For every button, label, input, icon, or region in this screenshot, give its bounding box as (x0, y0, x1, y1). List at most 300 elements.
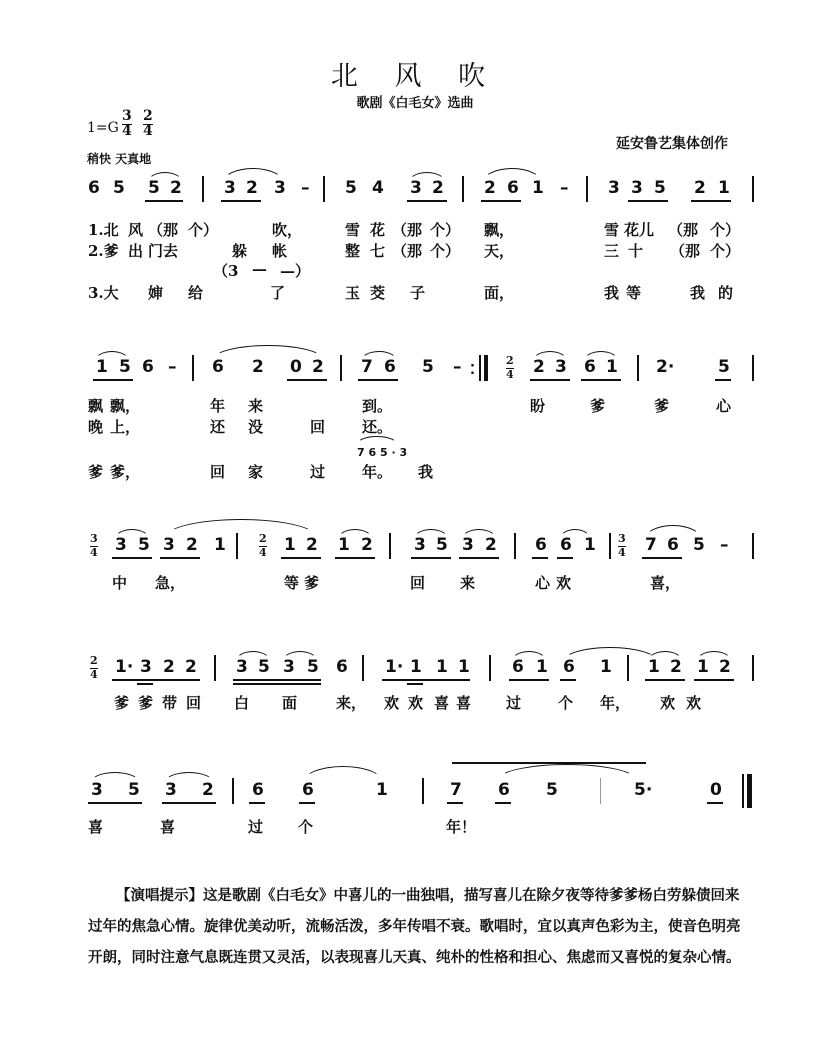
grace-notes: 7 6 5 · 3 (357, 446, 408, 459)
note: 5 (138, 535, 150, 555)
slur (647, 651, 683, 662)
slur (90, 772, 140, 783)
slur (408, 172, 446, 183)
note: 6 (302, 780, 314, 800)
note: 2 (170, 178, 182, 198)
note: 5 (128, 780, 140, 800)
note: 0 (710, 780, 722, 800)
lyric: 个 (558, 694, 574, 712)
note: 6 (498, 780, 510, 800)
beam (287, 379, 327, 381)
note: 1 (648, 657, 660, 677)
barline (514, 533, 516, 559)
lyric: 的 (718, 284, 734, 302)
lyric: 年。 (362, 463, 393, 481)
staff-line-2 (0, 354, 830, 397)
lyric: 七 (370, 242, 386, 260)
beam (694, 679, 734, 681)
lyric: 白 (234, 694, 250, 712)
barline (752, 655, 754, 681)
lyric: 吹， (272, 221, 303, 239)
beam (299, 802, 315, 804)
note: 6 (384, 357, 396, 377)
beam (581, 379, 621, 381)
note: 5 (654, 178, 666, 198)
final-barline-thin (742, 774, 744, 808)
barline (462, 176, 464, 202)
ts-denominator: 4 (259, 546, 267, 559)
lyric: 上， (110, 418, 141, 436)
note: 6 (535, 535, 547, 555)
song-title: 北 风 吹 (330, 61, 500, 92)
lyric: 我 (690, 284, 706, 302)
slur (562, 647, 658, 662)
staff-line-5 (0, 780, 830, 820)
barline (752, 355, 754, 381)
note: 3 (555, 357, 567, 377)
lyric: 个） (430, 242, 461, 260)
final-barline-thick (747, 774, 752, 808)
lyric: 个 (298, 818, 314, 836)
barline (586, 176, 588, 202)
barline-repeat (479, 355, 481, 381)
lyric: 年， (600, 694, 631, 712)
note: – (301, 178, 310, 198)
note: 5 (693, 535, 705, 555)
note: 3 (91, 780, 103, 800)
note: 1 (96, 357, 108, 377)
note: 1 (606, 357, 618, 377)
lyric: 3.大 (88, 284, 119, 302)
beam (447, 802, 463, 804)
lyric: 飘， (110, 397, 141, 415)
lyric: 茭 (370, 284, 386, 302)
lyric: 雪 (604, 221, 620, 239)
slur (235, 651, 271, 662)
slur (360, 351, 398, 362)
fermata-line (452, 762, 646, 764)
beam (407, 200, 447, 202)
beam (160, 557, 200, 559)
beam (93, 379, 133, 381)
note: 6 (142, 357, 154, 377)
note: 3 (224, 178, 236, 198)
note: 1 (214, 535, 226, 555)
barline (389, 533, 391, 559)
note: 3 (165, 780, 177, 800)
beam (145, 200, 183, 202)
note: 0 (290, 357, 302, 377)
slur (413, 529, 449, 540)
lyric: 爹 (654, 397, 670, 415)
barline (752, 533, 754, 559)
lyric: 门去 (148, 242, 179, 260)
composer: 延安鲁艺集体创作 (616, 136, 728, 152)
lyric: 回 (410, 574, 426, 592)
note: 1 (458, 657, 470, 677)
note: 2 (163, 657, 175, 677)
beam (335, 557, 375, 559)
lyric: 还 (210, 418, 226, 436)
beam (281, 557, 321, 559)
note: 2 (361, 535, 373, 555)
lyric: 喜， (650, 574, 681, 592)
tip-label: 【演唱提示】 (116, 887, 203, 904)
lyric: 欢 (556, 574, 572, 592)
ts-denominator: 4 (90, 668, 98, 681)
note: 1 (584, 535, 596, 555)
note: 6 (88, 178, 100, 198)
lyric: 风 (128, 221, 144, 239)
lyric: 玉 (345, 284, 361, 302)
ts-numerator: 2 (90, 654, 98, 667)
lyric: 个） (710, 242, 741, 260)
lyric: —） (280, 262, 311, 280)
ts-numerator: 2 (506, 354, 514, 367)
note: 6 (560, 535, 572, 555)
lyric: （3 (213, 262, 239, 280)
lyric: 飘 (88, 397, 104, 415)
beam (495, 802, 511, 804)
note: 3 (414, 535, 426, 555)
lyric: 年！ (446, 818, 477, 836)
note: 5 (148, 178, 160, 198)
note: 2 (252, 357, 264, 377)
note: 1 (600, 657, 612, 677)
tempo-marking: 稍快 天真地 (87, 152, 152, 166)
lyric: 喜 (456, 694, 472, 712)
beam (560, 679, 576, 681)
note: 1 (284, 535, 296, 555)
note: 2 (432, 178, 444, 198)
lyric: 给 (188, 284, 204, 302)
lyric: 来 (460, 574, 476, 592)
note: 3 (410, 178, 422, 198)
beam (358, 379, 398, 381)
time-signature-2-4 (259, 533, 267, 559)
ts-denominator: 4 (618, 546, 626, 559)
note: 2 (484, 178, 496, 198)
lyric: 中 (112, 574, 128, 592)
time-signature-3-4 (618, 533, 626, 559)
beam (532, 557, 548, 559)
lyric: 了 (270, 284, 286, 302)
barline (236, 533, 238, 559)
note: 2 (246, 178, 258, 198)
lyric: （那 (148, 221, 179, 239)
note: 6 (507, 178, 519, 198)
note: 3 (631, 178, 643, 198)
lyric: 面， (484, 284, 515, 302)
beam (411, 557, 451, 559)
note: 2 (533, 357, 545, 377)
lyric: 雪 (345, 221, 361, 239)
beam (233, 683, 321, 685)
lyric: 欢 (408, 694, 424, 712)
note: 2 (186, 535, 198, 555)
slur (114, 529, 150, 540)
lyric: 爹 (304, 574, 320, 592)
beam (530, 379, 570, 381)
barline-repeat-thick (484, 355, 488, 381)
lyric: 躲 (232, 242, 248, 260)
note: 5 (436, 535, 448, 555)
lyric: 爹 (114, 694, 130, 712)
lyric: 欢 (686, 694, 702, 712)
beam (249, 802, 265, 804)
tip-text: 这是歌剧《白毛女》中喜儿的一曲独唱，描写喜儿在除夕夜等待爹爹杨白劳躲债回来过年的焦急心情。旋律优美动听，流畅活泼，多年传唱不衰。歌唱时，宜以真声色彩为主，使音色明亮开朗，同时注意气息既连贯又灵活，以表现喜儿天真、纯朴的性格和担心、焦虑而又喜悦的复杂心情。 (88, 887, 741, 966)
lyric: 等 (284, 574, 300, 592)
note: 1· (115, 657, 134, 677)
staff-line-3 (0, 532, 830, 575)
lyric: 帐 (272, 242, 288, 260)
barline (422, 778, 424, 804)
lyric: （那 (668, 221, 699, 239)
lyric: （那 (670, 242, 701, 260)
lyric: 回 (210, 463, 226, 481)
beam (221, 200, 261, 202)
note: 6 (667, 535, 679, 555)
barline-dashed (600, 778, 601, 804)
note: – (453, 357, 462, 377)
time-signature-3-4 (90, 533, 98, 559)
ts-numerator: 2 (143, 108, 153, 124)
note: 2 (719, 657, 731, 677)
beam (691, 200, 731, 202)
barline (362, 655, 364, 681)
note: 6 (584, 357, 596, 377)
note: 5 (345, 178, 357, 198)
lyric: 盼 (530, 397, 546, 415)
lyric: 三 (604, 242, 620, 260)
slur (164, 772, 214, 783)
lyric: 出 (128, 242, 144, 260)
beam (628, 200, 668, 202)
slur (212, 345, 324, 360)
note: 5 (113, 178, 125, 198)
slur (559, 529, 591, 540)
note: 2 (202, 780, 214, 800)
note: 2 (670, 657, 682, 677)
note: 1 (410, 657, 422, 677)
lyric: 天， (484, 242, 515, 260)
beam (88, 802, 142, 804)
lyric: 过 (248, 818, 264, 836)
time-signature-2-4 (143, 110, 153, 138)
slur (356, 436, 398, 445)
beam (382, 679, 470, 681)
lyric: 回 (310, 418, 326, 436)
beam (715, 379, 731, 381)
lyric: 我 (418, 463, 434, 481)
note: 4 (372, 178, 384, 198)
lyric: 带 (162, 694, 178, 712)
beam (112, 679, 200, 681)
ts-denominator: 4 (143, 123, 153, 139)
slur (496, 764, 638, 781)
beam (481, 200, 521, 202)
barline (489, 655, 491, 681)
barline (202, 176, 204, 202)
lyric: 家 (248, 463, 264, 481)
note: – (168, 357, 177, 377)
time-signature-2-4 (90, 655, 98, 681)
slur (282, 651, 318, 662)
lyric: 欢 (660, 694, 676, 712)
note: 5 (422, 357, 434, 377)
note: 6 (212, 357, 224, 377)
time-signature-2-4 (506, 355, 514, 381)
slur (147, 172, 183, 183)
beam (137, 683, 153, 685)
lyric: 来， (336, 694, 367, 712)
lyric: 十 (628, 242, 644, 260)
note: 2· (656, 357, 675, 377)
lyric: 欢 (384, 694, 400, 712)
song-subtitle: 歌剧《白毛女》选曲 (356, 96, 474, 111)
slur (94, 351, 130, 362)
slur (337, 529, 373, 540)
lyric: 花 (370, 221, 386, 239)
note: 1· (385, 657, 404, 677)
note: 5· (634, 780, 653, 800)
ts-denominator: 4 (122, 123, 132, 139)
note: 1 (718, 178, 730, 198)
note: 1 (532, 178, 544, 198)
note: 1 (338, 535, 350, 555)
ts-numerator: 3 (122, 108, 132, 124)
lyric: 爹 (88, 463, 104, 481)
lyric: 婶 (148, 284, 164, 302)
lyric: 急， (155, 574, 186, 592)
note: 6 (512, 657, 524, 677)
note: 6 (336, 657, 348, 677)
beam (707, 802, 723, 804)
lyric: 来 (248, 397, 264, 415)
lyric: 还。 (362, 418, 393, 436)
lyric: 到。 (362, 397, 393, 415)
lyric: 爹 (138, 694, 154, 712)
lyric: 飘， (484, 221, 515, 239)
note: 3 (283, 657, 295, 677)
beam (645, 679, 685, 681)
beam (509, 679, 549, 681)
beam (557, 557, 573, 559)
lyric: 喜 (160, 818, 176, 836)
time-signature-3-4 (122, 110, 132, 138)
lyric: 过 (506, 694, 522, 712)
note: 2 (306, 535, 318, 555)
staff-line-1 (0, 178, 830, 218)
lyric: 过 (310, 463, 326, 481)
note: 3 (140, 657, 152, 677)
lyric: 回 (186, 694, 202, 712)
slur (511, 651, 547, 662)
barline (214, 655, 216, 681)
note: 1 (376, 780, 388, 800)
note: 5 (258, 657, 270, 677)
beam (407, 683, 423, 685)
barline (232, 778, 234, 804)
note: 7 (645, 535, 657, 555)
note: 5 (718, 357, 730, 377)
barline (340, 355, 342, 381)
lyric: （那 (392, 242, 423, 260)
ts-numerator: 3 (90, 532, 98, 545)
barline (323, 176, 325, 202)
note: 2 (312, 357, 324, 377)
lyric: 个） (710, 221, 741, 239)
note: 3 (608, 178, 620, 198)
lyric: 等 (626, 284, 642, 302)
slur (532, 351, 568, 362)
lyric: 整 (345, 242, 361, 260)
beam (642, 557, 682, 559)
beam (233, 679, 321, 681)
note: 2 (185, 657, 197, 677)
lyric: 爹 (590, 397, 606, 415)
lyric: 面 (282, 694, 298, 712)
slur (583, 351, 619, 362)
note: – (720, 535, 729, 555)
lyric: 心 (535, 574, 551, 592)
note: 3 (274, 178, 286, 198)
lyric: 喜 (434, 694, 450, 712)
slur (644, 525, 702, 540)
slur (461, 529, 497, 540)
slur (302, 766, 384, 783)
barline (752, 176, 754, 202)
note: 5 (307, 657, 319, 677)
lyric: 1.北 (88, 221, 119, 239)
barline (637, 355, 639, 381)
lyric: 2.爹 (88, 242, 119, 260)
beam (112, 557, 152, 559)
lyric: （那 (392, 221, 423, 239)
note: 7 (361, 357, 373, 377)
lyric: 子 (410, 284, 426, 302)
beam (459, 557, 499, 559)
note: 3 (236, 657, 248, 677)
lyric: 喜 (88, 818, 104, 836)
note: 1 (697, 657, 709, 677)
performance-tip (88, 880, 748, 973)
note: 6 (563, 657, 575, 677)
lyric: 个） (188, 221, 219, 239)
ts-numerator: 2 (259, 532, 267, 545)
beam (162, 802, 216, 804)
barline (609, 533, 611, 559)
lyric: 爹， (110, 463, 141, 481)
repeat-dots: ⁚ (470, 363, 475, 378)
note: – (560, 178, 569, 198)
lyric: — (252, 260, 267, 278)
note: 1 (536, 657, 548, 677)
lyric: 心 (716, 397, 732, 415)
lyric: 个） (430, 221, 461, 239)
staff-line-4 (0, 654, 830, 697)
note: 2 (485, 535, 497, 555)
barline (627, 655, 629, 681)
note: 1 (436, 657, 448, 677)
ts-denominator: 4 (506, 368, 514, 381)
note: 5 (546, 780, 558, 800)
slur (696, 651, 732, 662)
note: 3 (163, 535, 175, 555)
note: 2 (694, 178, 706, 198)
key-signature: 1=G (87, 120, 119, 136)
lyric: 没 (248, 418, 264, 436)
